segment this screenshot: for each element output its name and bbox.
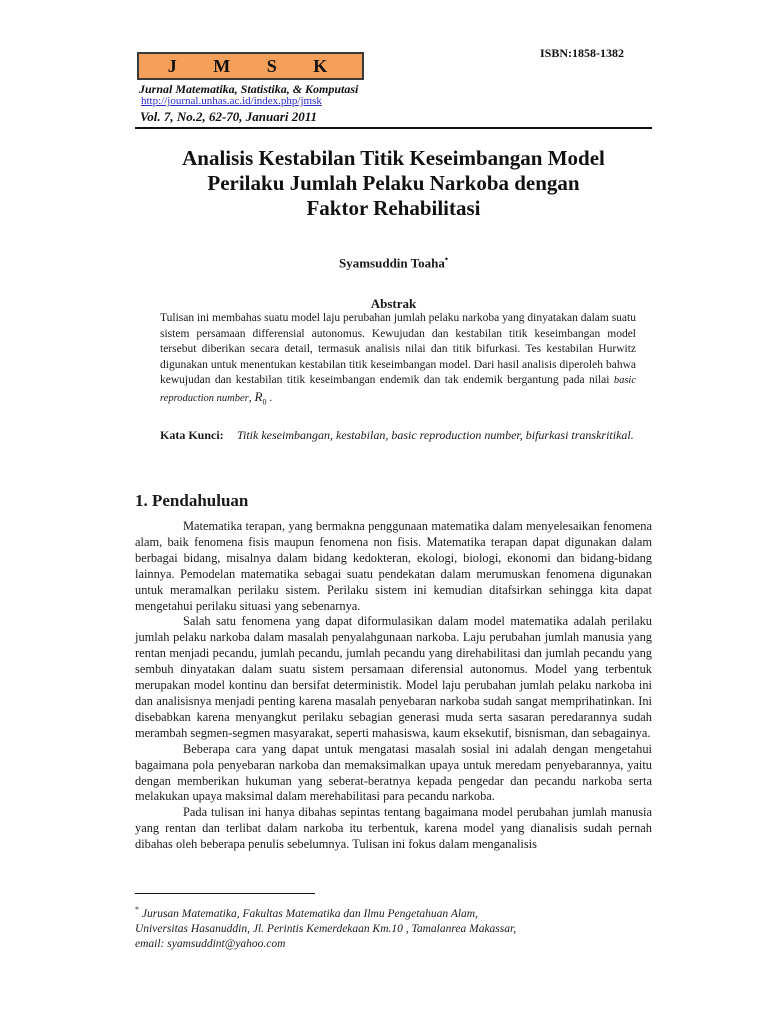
footnote-divider [135, 893, 315, 894]
title-line: Perilaku Jumlah Pelaku Narkoba dengan [207, 171, 580, 195]
r0-subscript: 0 [262, 397, 267, 407]
abstract-comma: , [248, 391, 252, 404]
journal-name: Jurnal Matematika, Statistika, & Komputasi [139, 82, 359, 96]
isbn: ISBN:1858-1382 [540, 46, 625, 60]
journal-url-link[interactable]: http://journal.unhas.ac.id/index.php/jmsk [141, 95, 322, 107]
journal-logo-text: J M S K [167, 55, 344, 76]
author-name [135, 254, 652, 271]
journal-logo [137, 52, 364, 80]
footnote-email: email: syamsuddint@yahoo.com [135, 937, 286, 950]
footnote-affiliation: Jurusan Matematika, Fakultas Matematika dan Ilmu Pengetahuan Alam, [141, 907, 478, 920]
footnote [135, 902, 652, 952]
author-footnote-mark: • [444, 254, 449, 264]
body-paragraph: Pada tulisan ini hanya dibahas sepintas tentang bagaimana model perubahan jumlah manusia yang rentan dan terlibat dalam narkoba itu terbentuk, karena model yang dianalisis sudah pernah dibahas oleh beberapa penulis sebelumnya. Tulisan ini fokus dalam menganalisis [135, 805, 652, 852]
footnote-mark: * [135, 905, 139, 914]
keywords-text: Titik keseimbangan, kestabilan, basic reproduction number, bifurkasi transkritikal. [237, 428, 634, 442]
title-line: Faktor Rehabilitasi [306, 196, 481, 220]
footnote-line: Universitas Hasanuddin, Jl. Perintis Kemerdekaan Km.10 , Tamalanrea Makassar, [135, 922, 517, 935]
keywords-label: Kata Kunci: [160, 428, 224, 442]
r0-letter: R [254, 388, 263, 404]
title-line: Analisis Kestabilan Titik Keseimbangan Model [182, 146, 605, 170]
abstract-end: . [269, 391, 273, 404]
paper-title [135, 146, 652, 221]
issue-info: Vol. 7, No.2, 62-70, Januari 2011 [140, 109, 317, 124]
body-paragraph: Beberapa cara yang dapat untuk mengatasi masalah sosial ini adalah dengan mengetahui bagaimana pola penyebaran narkoba dan memaksimalkan upaya untuk meredam penyebarannya, yaitu dengan memberikan hukuman yang seberat-beratnya kepada pengedar dan pecandu narkoba serta melakukan upaya maksimal dalam merehabilitasi para pecandu narkoba. [135, 741, 652, 804]
author-text: Syamsuddin Toaha [338, 255, 445, 271]
body-paragraph: Salah satu fenomena yang dapat diformulasikan dalam model matematika adalah perilaku jumlah pelaku narkoba dalam masalah penyalahgunaan narkoba. Laju perubahan jumlah manusia yang rentan menjadi pecandu, jumlah pecandu, jumlah pecandu yang direhabilitasi dan jumlah pecandu yang sembuh dinyatakan dalam suatu sistem persamaan diferensial autonomus. Model yang terbentuk merupakan model kontinu dan bersifat deterministik. Model laju perubahan jumlah pelaku narkoba ini dan analisisnya menjadi penting karena masalah penyebaran narkoba sudah sangat memprihatinkan. Ini disebabkan karena menyangkut perilaku sebagian generasi muda serta sasaran peredarannya sudah merambah segmen-segmen masyarakat, seperti mahasiswa, kaum eksekutif, bisnisman, dan sebagainya. [135, 614, 652, 740]
section-body [135, 519, 652, 853]
abstract-heading: Abstrak [370, 296, 417, 311]
r0-symbol [254, 388, 267, 407]
footnote-line [135, 902, 652, 922]
keywords [160, 427, 636, 444]
abstract-term: basic reproduction number [160, 375, 636, 404]
header-divider [135, 127, 652, 129]
body-paragraph: Matematika terapan, yang bermakna penggunaan matematika dalam menyelesaikan fenomena alam, baik fenomena fisis maupun fenomena non fisis. Matematika terapan dapat digunakan dalam berbagai bidang, misalnya dalam bidang kedokteran, ekologi, biologi, ekonomi dan bidang-bidang lainnya. Pemodelan matematika sebagai suatu pendekatan dalam merumuskan fenomena digunakan untuk meramalkan perilaku sistem. Perilaku sistem ini kemudian ditafsirkan sehingga kita dapat mengetahui perilaku situasi yang sebenarnya. [135, 519, 652, 613]
abstract-main: Tulisan ini membahas suatu model laju perubahan jumlah pelaku narkoba yang dinyatakan dalam suatu sistem persamaan differensial autonomus. Kewujudan dan kestabilan titik keseimbangan model tersebut diberikan secara detail, termasuk analisis nilai dan titik bifurkasi. Tes kestabilan Hurwitz digunakan untuk menentukan kestabilan titik keseimbangan model. Dari hasil analisis diperoleh bahwa kewujudan dan kestabilan titik keseimbangan endemik dan tak endemik bergantung pada nilai [160, 312, 636, 386]
section-heading: 1. Pendahuluan [135, 491, 249, 510]
abstract-text [160, 311, 636, 410]
